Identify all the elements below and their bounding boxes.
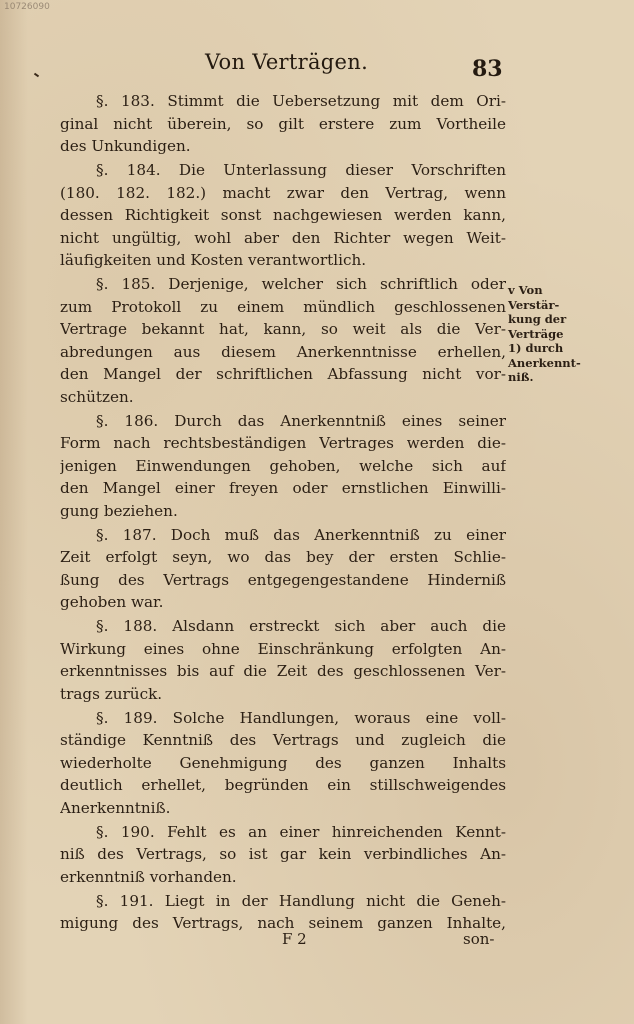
text-line: Wirkung eines ohne Einschränkung erfolgten An- <box>60 639 506 658</box>
margin-note <box>508 283 580 385</box>
page-number: 83 <box>472 56 503 82</box>
catchword: son- <box>463 930 495 948</box>
text-line: §. 191. Liegt in der Handlung nicht die Geneh- <box>96 891 506 910</box>
text-line: gehoben war. <box>60 593 164 611</box>
text-line: ständige Kenntniß des Vertrags und zugleich die <box>60 731 506 749</box>
text-line: §. 188. Alsdann erstreckt sich aber auch die <box>96 617 506 635</box>
text-line: ßung des Vertrags entgegengestandene Hinderniß <box>60 570 506 589</box>
text-line: wiederholte Genehmigung des ganzen Inhalts <box>60 753 506 772</box>
text-line: (180. 182. 182.) macht zwar den Vertrag, wenn <box>60 183 506 202</box>
text-line: §. 190. Fehlt es an einer hinreichenden Kennt- <box>96 822 506 841</box>
margin-note-line: 1) durch <box>508 341 564 355</box>
text-line: Anerkenntniß. <box>60 798 171 817</box>
text-line: des Unkundigen. <box>60 137 191 155</box>
text-line: gung beziehen. <box>60 501 178 520</box>
text-line: erkenntniß vorhanden. <box>60 867 237 886</box>
text-line: niß des Vertrags, so ist gar kein verbindliches An- <box>60 845 506 863</box>
text-line: den Mangel der schriftlichen Abfassung nicht vor- <box>60 365 506 383</box>
text-line: Zeit erfolgt seyn, wo das bey der ersten Schlie- <box>60 548 506 566</box>
text-line: §. 186. Durch das Anerkenntniß eines seiner <box>96 411 506 430</box>
text-line: §. 187. Doch muß das Anerkenntniß zu einer <box>96 525 506 544</box>
text-line: §. 185. Derjenige, welcher sich schriftlich oder <box>96 275 506 293</box>
margin-note-line: Verträge <box>508 326 564 341</box>
text-line: migung des Vertrags, nach seinem ganzen Inhalte, <box>60 914 506 932</box>
text-line: zum Protokoll zu einem mündlich geschlossenen <box>60 297 506 316</box>
text-line: Vertrage bekannt hat, kann, so weit als die Ver- <box>60 320 506 338</box>
text-line: nicht ungültig, wohl aber den Richter wegen Weit- <box>60 228 506 247</box>
text-line: läufigkeiten und Kosten verantwortlich. <box>60 251 367 269</box>
text-line: Form nach rechtsbeständigen Vertrages werden die- <box>60 434 506 452</box>
margin-note-line: kung der <box>508 312 567 326</box>
margin-note-line: v Von <box>508 283 543 297</box>
text-line: §. 183. Stimmt die Uebersetzung mit dem Ori- <box>96 92 506 110</box>
body-text <box>60 90 506 935</box>
margin-note-line: Verstär- <box>508 297 560 312</box>
text-line: §. 184. Die Unterlassung dieser Vorschriften <box>96 161 506 179</box>
text-line: jenigen Einwendungen gehoben, welche sich auf <box>60 456 506 475</box>
text-line: erkenntnisses bis auf die Zeit des geschlossenen Ver- <box>60 662 506 680</box>
text-line: §. 189. Solche Handlungen, woraus eine voll- <box>96 708 506 727</box>
text-line: den Mangel einer freyen oder ernstlichen Einwilli- <box>60 479 506 497</box>
running-head: Von Verträgen. <box>205 50 369 74</box>
text-line: abredungen aus diesem Anerkenntnisse erhellen, <box>60 342 506 361</box>
text-line: deutlich erhellet, begründen ein stillschweigendes <box>60 776 506 794</box>
margin-note-line: niß. <box>508 370 534 384</box>
text-line: schützen. <box>60 387 134 406</box>
text-line: ginal nicht überein, so gilt erstere zum Vortheile <box>60 114 506 133</box>
scan-stamp: 10726090 <box>4 2 50 12</box>
margin-note-line: Anerkennt- <box>508 355 581 370</box>
text-line: trags zurück. <box>60 684 163 703</box>
ink-mark <box>34 73 39 78</box>
signature-mark: F 2 <box>282 930 307 948</box>
text-line: dessen Richtigkeit sonst nachgewiesen werden kann, <box>60 206 506 224</box>
